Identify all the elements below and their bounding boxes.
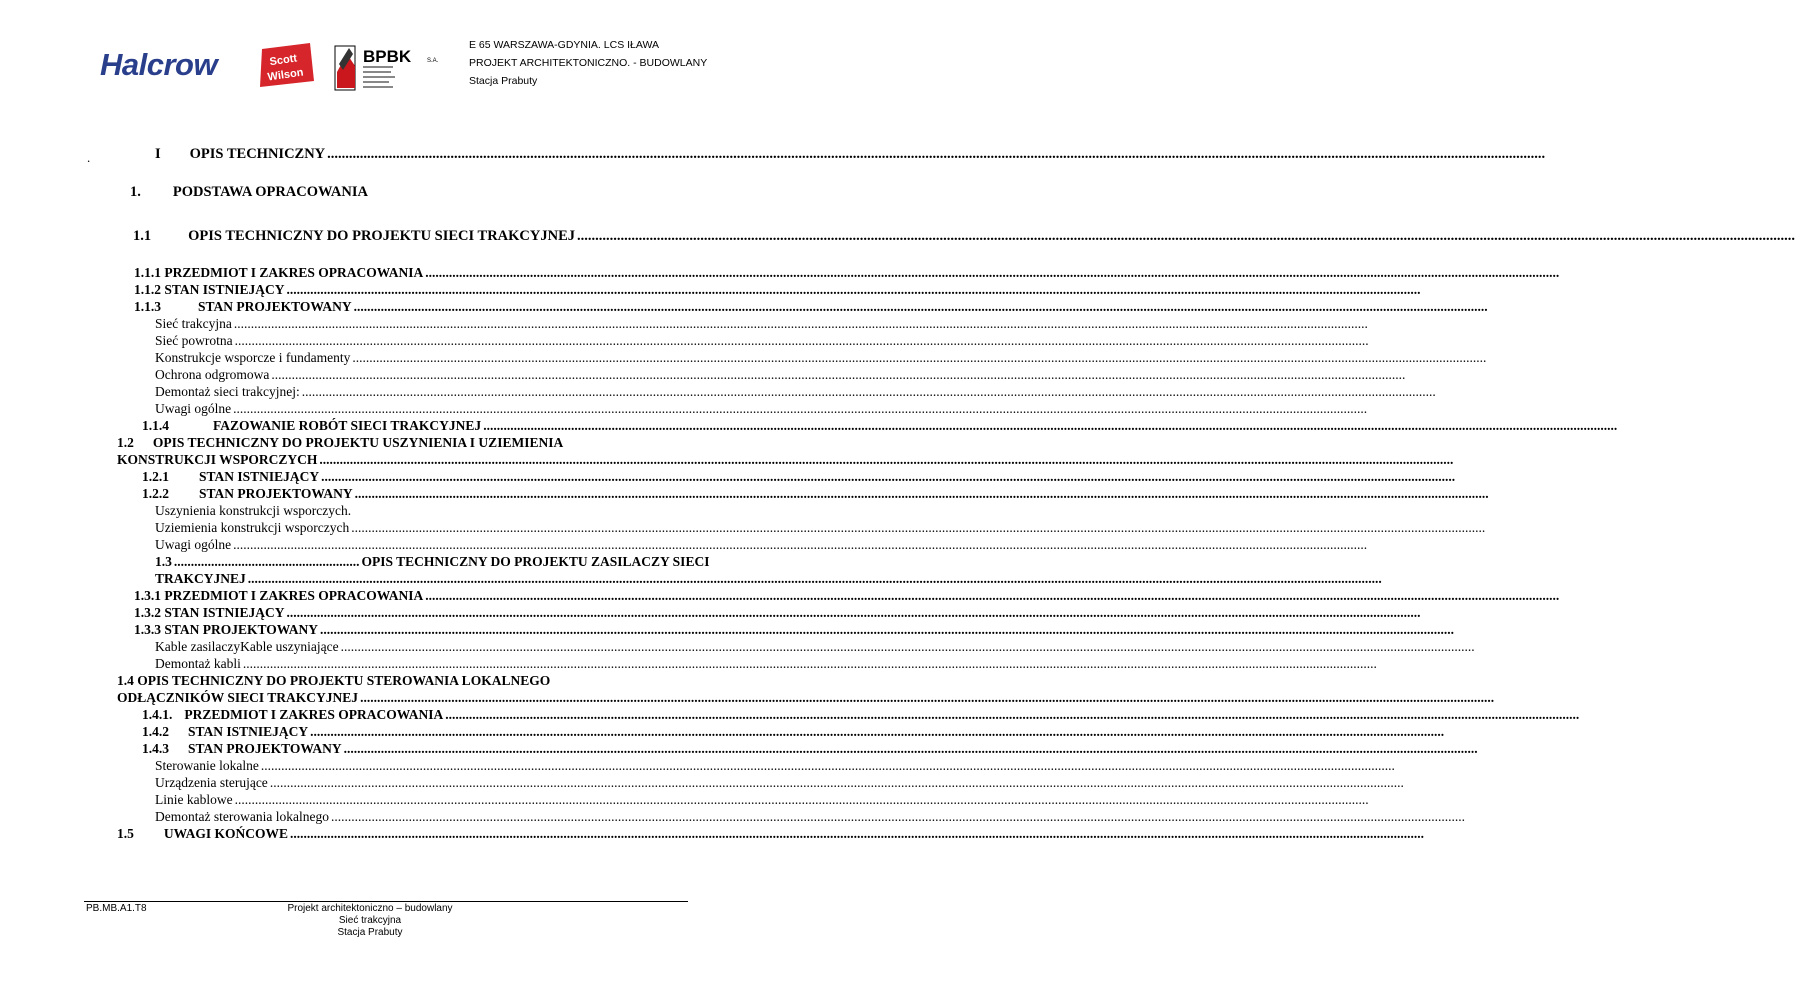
toc-entry[interactable] (142, 469, 673, 485)
toc-leader (261, 758, 1395, 774)
toc-text: STAN ISTNIEJĄCY (188, 724, 309, 739)
toc-text: Ochrona odgromowa (155, 367, 270, 382)
toc-text: Kable zasilaczyKable uszyniające (155, 639, 339, 654)
toc-entry[interactable] (142, 724, 673, 740)
toc-entry[interactable] (134, 622, 673, 638)
toc-text: Linie kablowe (155, 792, 233, 807)
stray-dot: . (87, 150, 91, 165)
toc-leader (483, 418, 1617, 434)
toc-text: Demontaż sterowania lokalnego (155, 809, 329, 824)
toc-entry[interactable] (134, 299, 673, 315)
toc-entry[interactable] (155, 503, 351, 519)
footer-line-3: Stacja Prabuty (337, 927, 403, 938)
toc-text: ODŁĄCZNIKÓW SIECI TRAKCYJNEJ (117, 690, 359, 705)
toc-entry[interactable] (155, 316, 673, 332)
toc-text: Uwagi ogólne (155, 537, 232, 552)
header-line-1: E 65 WARSZAWA-GDYNIA. LCS IŁAWA (469, 39, 660, 51)
toc-text: OPIS TECHNICZNY DO PROJEKTU USZYNIENIA I UZIEMIENIA (152, 435, 564, 450)
toc-text: Uszynienia konstrukcji wsporczych. (155, 503, 352, 518)
toc-entry[interactable] (155, 350, 673, 366)
toc-number: 1.4.1. (142, 707, 173, 722)
toc-entry[interactable] (155, 520, 673, 536)
footer-line-1: Projekt architektoniczno – budowlany (287, 903, 453, 914)
toc-number: 1.1 (133, 228, 152, 244)
toc-leader (271, 367, 1405, 383)
toc-leader (445, 707, 1579, 723)
toc-entry[interactable] (155, 537, 673, 553)
toc-leader (425, 265, 1559, 281)
header-line-3: Stacja Prabuty (469, 75, 538, 87)
toc-text: STAN PROJEKTOWANY (188, 741, 342, 756)
toc-text: STAN ISTNIEJĄCY (199, 469, 320, 484)
toc-entry[interactable] (155, 656, 673, 672)
toc-entry[interactable] (155, 775, 673, 791)
toc-text: Uziemienia konstrukcji wsporczych (155, 520, 350, 535)
toc-leader (290, 826, 1424, 842)
toc-text: STAN PROJEKTOWANY (199, 486, 353, 501)
toc-entry[interactable] (117, 452, 673, 468)
toc-number: 1. (130, 184, 141, 200)
bpbk-suffix: S.A. (427, 58, 439, 64)
toc-entry[interactable] (134, 282, 673, 298)
toc-leader (235, 333, 1369, 349)
toc-leader (425, 588, 1559, 604)
toc-leader (344, 741, 1478, 757)
toc-section-1-1[interactable] (133, 228, 673, 245)
toc-entry[interactable] (155, 367, 673, 383)
toc-entry[interactable] (134, 265, 673, 281)
toc-text: 1.1.2 STAN ISTNIEJĄCY (134, 282, 285, 297)
toc-text: Demontaż kabli (155, 656, 241, 671)
toc-text: FAZOWANIE ROBÓT SIECI TRAKCYJNEJ (213, 418, 482, 433)
toc-leader (341, 639, 1475, 655)
footer-line-2: Sieć trakcyjna (338, 915, 402, 926)
toc-text: PRZEDMIOT I ZAKRES OPRACOWANIA (184, 707, 444, 722)
toc-title: OPIS TECHNICZNY (189, 146, 326, 162)
toc-entry[interactable] (134, 588, 673, 604)
toc-entry[interactable] (142, 486, 673, 502)
toc-number: 1.2.1 (142, 469, 169, 484)
footer-code: PB.MB.A1.T8 (86, 903, 147, 914)
toc-text: Sieć powrotna (155, 333, 233, 348)
toc-leader (248, 571, 1382, 587)
toc-entry[interactable] (155, 554, 710, 570)
toc-number: I (155, 146, 161, 162)
toc-text: 1.3.1 PRZEDMIOT I ZAKRES OPRACOWANIA (134, 588, 424, 603)
toc-text: KONSTRUKCJI WSPORCZYCH (117, 452, 318, 467)
toc-leader (235, 792, 1369, 808)
wilson-text: Wilson (266, 66, 305, 84)
toc-entry[interactable] (155, 809, 673, 825)
toc-leader (234, 316, 1368, 332)
toc-text: 1.3.2 STAN ISTNIEJĄCY (134, 605, 285, 620)
toc-leader (270, 775, 1404, 791)
toc-section-i[interactable] (155, 146, 673, 163)
toc-text: UWAGI KOŃCOWE (163, 826, 289, 841)
toc-text: Urządzenia sterujące (155, 775, 268, 790)
toc-entry[interactable] (155, 401, 673, 417)
toc-section-1[interactable] (130, 184, 368, 201)
footer-rule (84, 901, 688, 902)
toc-entry[interactable] (155, 758, 673, 774)
toc-number: 1.1.3 (134, 299, 161, 314)
toc-leader-short: ....................................................... (173, 554, 360, 569)
toc-entry[interactable] (155, 384, 673, 400)
toc-entry[interactable] (142, 741, 673, 757)
toc-text: Uwagi ogólne (155, 401, 232, 416)
scott-wilson-logo (256, 43, 316, 87)
toc-leader (319, 452, 1453, 468)
toc-entry[interactable] (155, 571, 673, 587)
toc-leader (355, 486, 1489, 502)
toc-text: Sieć trakcyjna (155, 316, 232, 331)
toc-leader (360, 690, 1494, 706)
toc-leader (327, 146, 1545, 163)
toc-number: 1.2.2 (142, 486, 169, 501)
toc-number: 1.3 (155, 554, 172, 569)
toc-entry[interactable] (155, 792, 673, 808)
toc-entry[interactable] (117, 826, 673, 842)
toc-leader (302, 384, 1436, 400)
toc-entry[interactable] (142, 418, 673, 434)
halcrow-logo: Halcrow (100, 47, 218, 82)
toc-leader (233, 401, 1367, 417)
toc-number: 1.5 (117, 826, 134, 841)
toc-entry[interactable] (142, 707, 673, 723)
toc-text: 1.3.3 STAN PROJEKTOWANY (134, 622, 319, 637)
toc-number: 1.4.3 (142, 741, 169, 756)
toc-number: 1.2 (117, 435, 134, 450)
toc-entry[interactable] (134, 605, 673, 621)
toc-leader (310, 724, 1444, 740)
toc-number: 1.1.4 (142, 418, 169, 433)
toc-text: Sterowanie lokalne (155, 758, 259, 773)
toc-entry[interactable] (155, 333, 673, 349)
toc-entry[interactable] (117, 435, 563, 451)
toc-leader (321, 469, 1455, 485)
scott-text: Scott (268, 52, 298, 69)
toc-text: TRAKCYJNEJ (155, 571, 246, 586)
toc-entry[interactable] (117, 673, 550, 689)
toc-text: Konstrukcje wsporcze i fundamenty (155, 350, 351, 365)
toc-leader (233, 537, 1367, 553)
toc-text: 1.1.1 PRZEDMIOT I ZAKRES OPRACOWANIA (134, 265, 424, 280)
toc-leader (352, 350, 1486, 366)
toc-text: 1.4 OPIS TECHNICZNY DO PROJEKTU STEROWANIA LOKALNEGO (117, 673, 551, 688)
toc-leader (287, 282, 1421, 298)
toc-leader (354, 299, 1488, 315)
toc-leader (351, 520, 1485, 536)
toc-text: Demontaż sieci trakcyjnej: (155, 384, 300, 399)
toc-entry[interactable] (117, 690, 673, 706)
toc-leader (331, 809, 1465, 825)
toc-entry[interactable] (155, 639, 673, 655)
toc-leader (287, 605, 1421, 621)
toc-leader (320, 622, 1454, 638)
toc-leader (577, 228, 1795, 245)
toc-title: PODSTAWA OPRACOWANIA (172, 184, 368, 200)
footer-center (250, 903, 490, 939)
toc-number: 1.4.2 (142, 724, 169, 739)
toc-text: STAN PROJEKTOWANY (198, 299, 352, 314)
toc-text: OPIS TECHNICZNY DO PROJEKTU ZASILACZY SIECI (361, 554, 710, 569)
header-line-2: PROJEKT ARCHITEKTONICZNO. - BUDOWLANY (469, 57, 708, 69)
toc-leader (243, 656, 1377, 672)
bpbk-text: BPBK (363, 47, 412, 66)
toc-title: OPIS TECHNICZNY DO PROJEKTU SIECI TRAKCYJNEJ (188, 228, 575, 244)
bpbk-logo (333, 44, 463, 92)
